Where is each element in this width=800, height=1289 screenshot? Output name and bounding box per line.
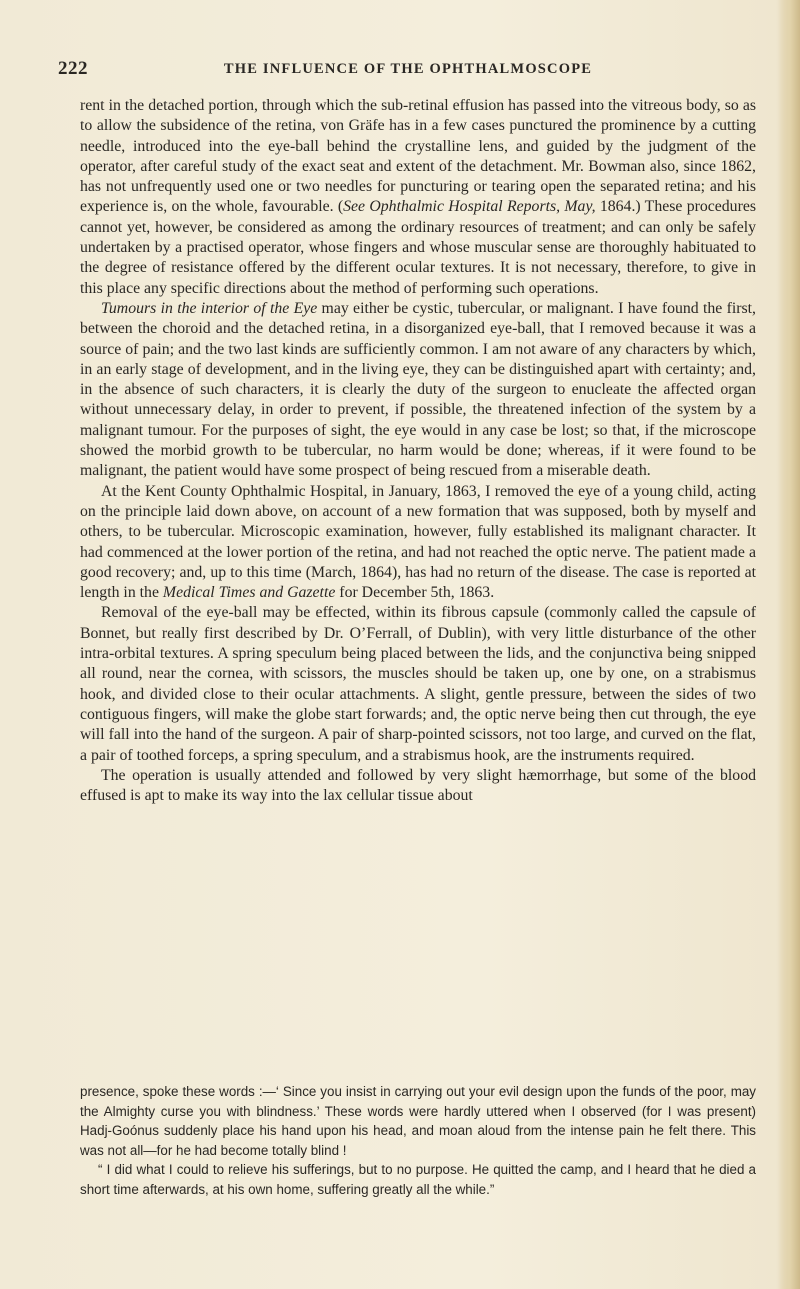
italic-text: Medical Times and Gazette — [162, 584, 336, 602]
paragraph — [80, 96, 756, 299]
page-number: 222 — [58, 58, 88, 79]
running-title: THE INFLUENCE OF THE OPHTHALMOSCOPE — [223, 61, 593, 77]
text-run: 1864.) These procedures cannot yet, however, be considered as among the ordinary resources of treatment; and can only be safely undertaken by a practised operator, whose fingers and whose muscular sense are thoroughly habituated to the degree of resistance offered by the different ocular textures. It is not necessary, therefore, to give in this place any specific directions about the method of performing such operations. — [80, 198, 757, 297]
text-run: for December 5th, 1863. — [335, 584, 495, 602]
paragraph — [80, 766, 756, 807]
italic-text: Tumours in the interior of the Eye — [101, 299, 318, 317]
body-text — [80, 96, 756, 806]
text-run: The operation is usually attended and followed by very slight hæmorrhage, but some of the blood effused is apt to make its way into the lax cellular tissue about — [80, 766, 756, 805]
footnote — [80, 1082, 756, 1200]
paragraph — [80, 482, 756, 604]
page-edge-shadow — [778, 0, 800, 1289]
paragraph — [80, 299, 756, 482]
text-run: may either be cystic, tubercular, or malignant. I have found the first, between the choroid and the detached retina, in a disorganized eye-ball, that I removed because it was a source of pain; and the two last kinds are sufficiently common. I am not aware of any characters by which, in an early stage of development, and in the living eye, they can be distinguished apart with certainty; and, in the absence of such characters, it is clearly the duty of the surgeon to enucleate the affected organ without unnecessary delay, in order to prevent, if possible, the threatened infection of the system by a malignant tumour. For the purposes of sight, the eye would in any case be lost; so that, if the microscope showed the morbid growth to be tubercular, no harm would be done; whereas, if it were found to be malignant, the patient would have some prospect of being rescued from a miserable death. — [80, 299, 756, 480]
paragraph — [80, 603, 756, 765]
page-header — [58, 58, 758, 86]
text-run: At the Kent County Ophthalmic Hospital, in January, 1863, I removed the eye of a young child, acting on the principle laid down above, on account of a new formation that was supposed, both by myself and others, to be tubercular. Microscopic examination, however, fully established its malignant character. It had commenced at the lower portion of the retina, and had not reached the optic nerve. The patient made a good recovery; and, up to this time (March, 1864), has had no return of the disease. The case is reported at length in the — [80, 482, 756, 602]
italic-text: See Ophthalmic Hospital Reports, May, — [343, 198, 596, 216]
text-run: rent in the detached portion, through which the sub-retinal effusion has passed into the vitreous body, so as to allow the subsidence of the retina, von Gräfe has in a few cases punctured the prominence by a cutting needle, introduced into the eye-ball behind the crystalline lens, and guided by the judgment of the operator, after careful study of the exact seat and extent of the detachment. Mr. Bowman also, since 1862, has not unfrequently used one or two needles for puncturing or tearing open the separated retina; and his experience is, on the whole, favourable. ( — [80, 97, 756, 216]
footnote-paragraph: presence, spoke these words :—‘ Since you insist in carrying out your evil design upon the funds of the poor, may the Almighty curse you with blindness.’ These words were hardly uttered when I observed (for I was present) Hadj-Goónus suddenly place his hand upon his head, and moan aloud from the intense pain he felt there. This was not all—for he had become totally blind ! — [80, 1084, 756, 1158]
text-run: Removal of the eye-ball may be effected, within its fibrous capsule (commonly called the capsule of Bonnet, but really first described by Dr. O’Ferrall, of Dublin), with very little disturbance of the other intra-orbital textures. A spring speculum being placed between the lids, and the conjunctiva being snipped all round, near the cornea, with scissors, the muscles should be taken up, one by one, on a strabismus hook, and divided close to their ocular attachments. A slight, gentle pressure, between the sides of two contiguous fingers, will make the globe start forwards; and, the optic nerve being then cut through, the eye will fall into the hand of the surgeon. A pair of sharp-pointed scissors, not too large, and curved on the flat, a pair of toothed forceps, a spring speculum, and a strabismus hook, are the instruments required. — [80, 604, 756, 764]
footnote-paragraph: “ I did what I could to relieve his sufferings, but to no purpose. He quitted the camp, and I heard that he died a short time afterwards, at his own home, suffering greatly all the while.” — [80, 1162, 756, 1197]
